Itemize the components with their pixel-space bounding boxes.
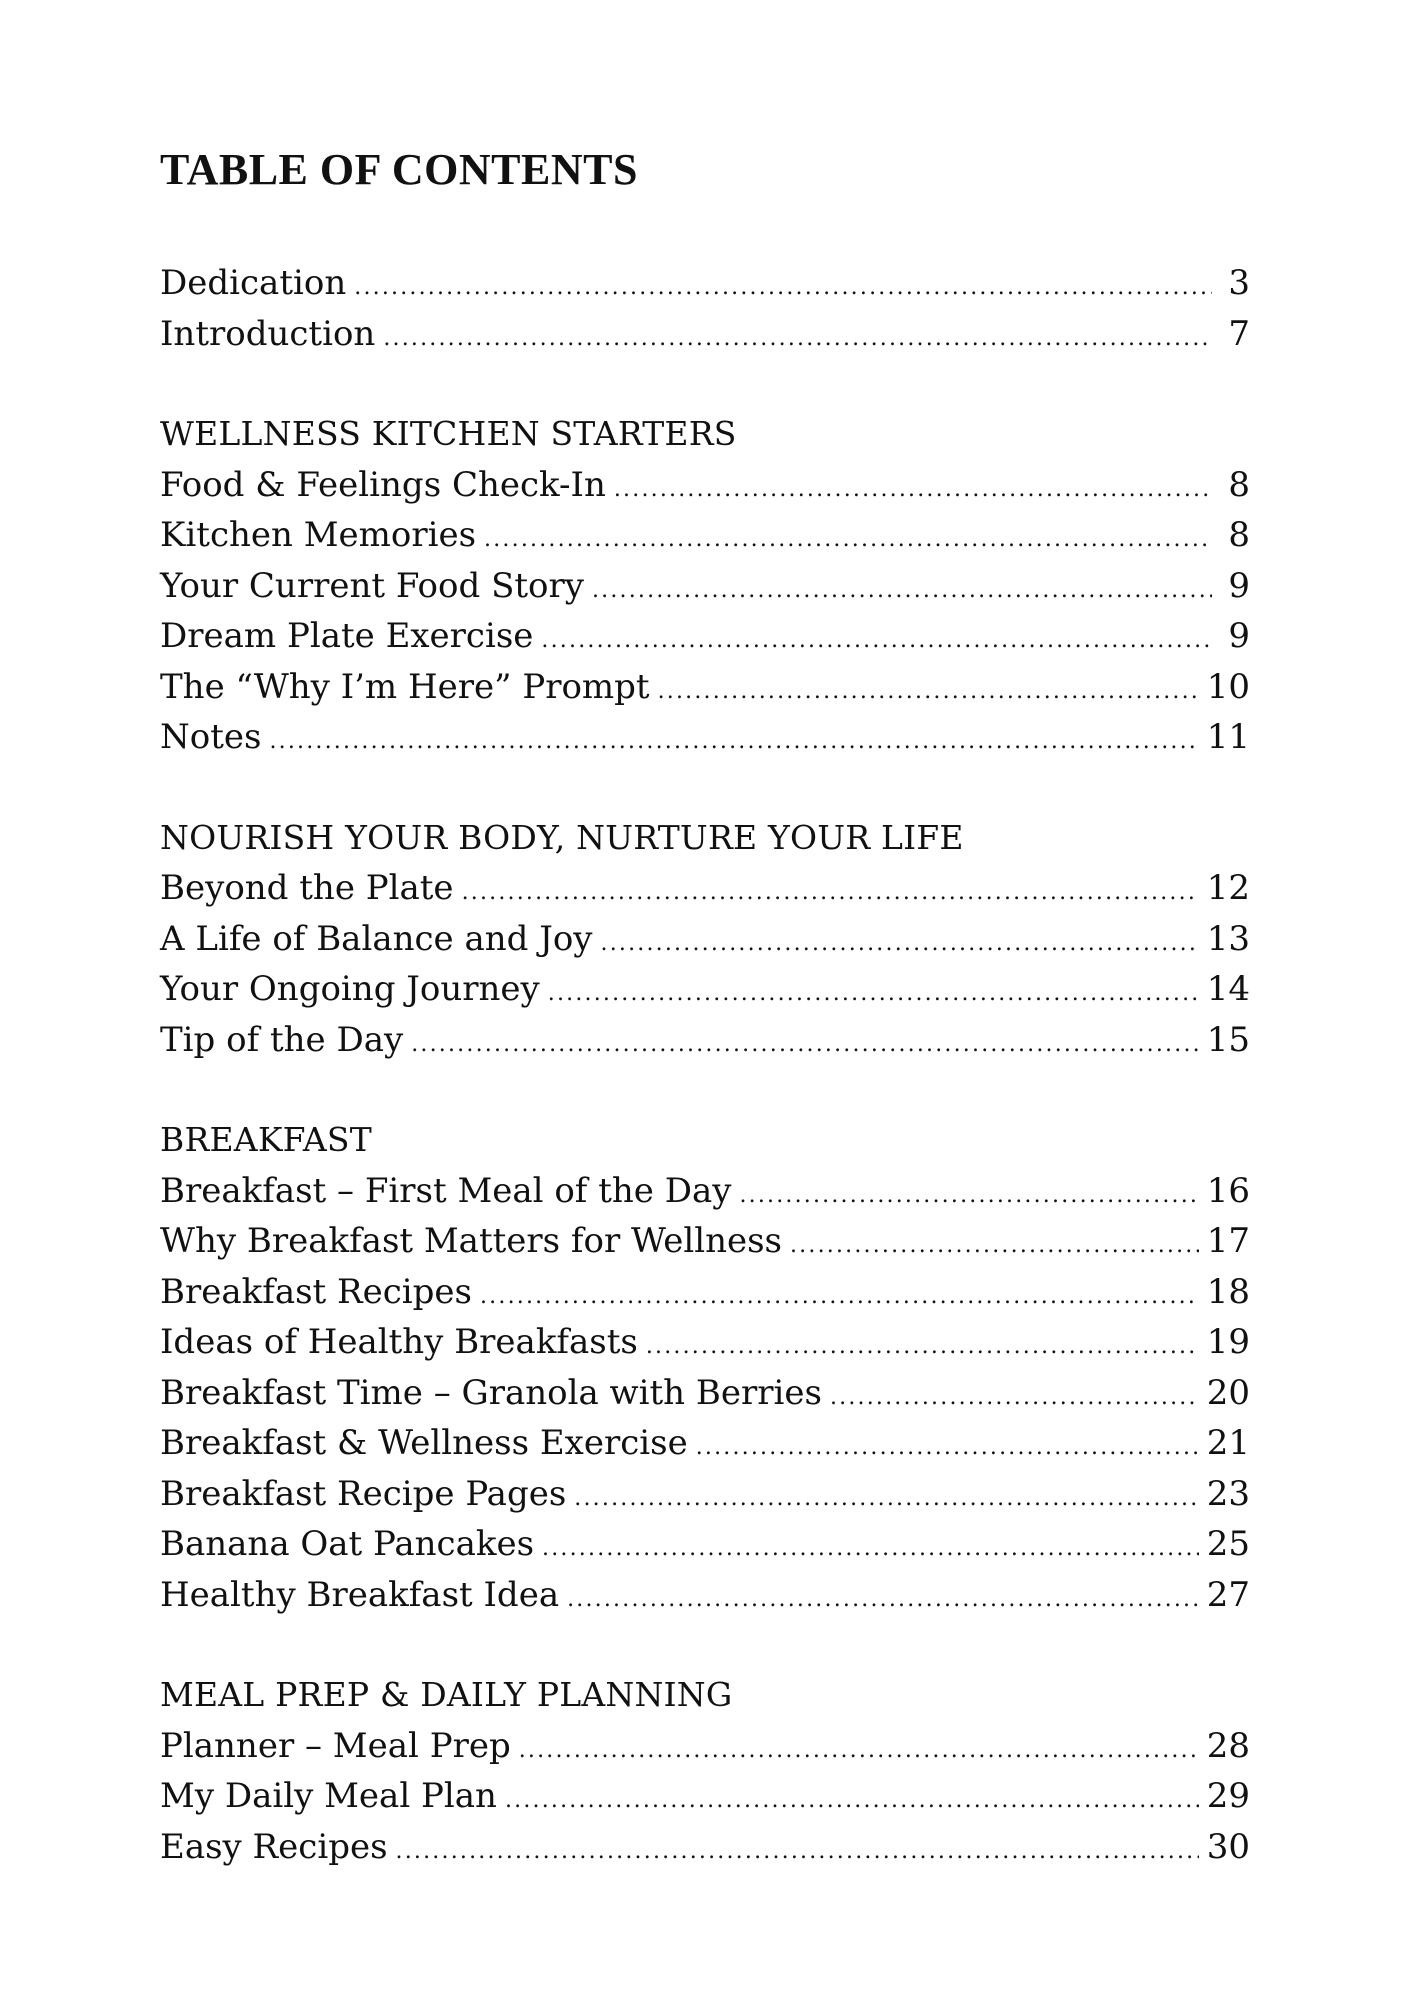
toc-entry-page: 14 — [1206, 969, 1250, 1009]
toc-entry-page: 23 — [1206, 1473, 1250, 1514]
dot-leader — [739, 1171, 1198, 1222]
toc-entry[interactable] — [160, 1368, 1250, 1419]
toc-entry-label: Your Ongoing Journey — [160, 969, 540, 1009]
dot-leader — [614, 465, 1212, 516]
section-breakfast — [160, 1115, 1250, 1620]
toc-entry[interactable] — [160, 1469, 1250, 1520]
toc-entry-label: Dream Plate Exercise — [160, 616, 534, 656]
toc-entry-page: 29 — [1206, 1776, 1250, 1816]
toc-entry-label: Ideas of Healthy Breakfasts — [160, 1322, 638, 1362]
front-matter-list — [160, 258, 1250, 359]
toc-entry-page: 19 — [1206, 1322, 1250, 1362]
section-wellness-kitchen-starters — [160, 409, 1250, 763]
toc-entry-label: Tip of the Day — [160, 1019, 404, 1060]
toc-entry[interactable] — [160, 460, 1250, 511]
toc-entry-page: 18 — [1206, 1271, 1250, 1312]
toc-entry-label: Breakfast Recipes — [160, 1271, 472, 1312]
toc-entry-page: 15 — [1206, 1019, 1250, 1060]
dot-leader — [567, 1575, 1199, 1626]
toc-entry[interactable] — [160, 1216, 1250, 1267]
dot-leader — [505, 1776, 1199, 1827]
page-title: TABLE OF CONTENTS — [160, 145, 638, 194]
dot-leader — [574, 1474, 1198, 1525]
toc-entry-label: A Life of Balance and Joy — [160, 918, 593, 959]
toc-page — [160, 140, 1250, 1872]
toc-entry-label: Banana Oat Pancakes — [160, 1524, 535, 1564]
toc-entry-page: 12 — [1206, 868, 1250, 908]
toc-entry-label: Easy Recipes — [160, 1826, 388, 1867]
toc-entry-page: 3 — [1228, 263, 1250, 303]
toc-entry[interactable] — [160, 611, 1250, 662]
toc-entry-page: 17 — [1206, 1221, 1250, 1261]
dot-leader — [542, 1524, 1199, 1575]
dot-leader — [646, 1322, 1199, 1373]
section-heading: MEAL PREP & DAILY PLANNING — [160, 1675, 733, 1714]
toc-entry[interactable] — [160, 914, 1250, 965]
toc-entry-label: The “Why I’m Here” Prompt — [160, 666, 650, 707]
toc-entry-dedication[interactable] — [160, 258, 1250, 309]
toc-entry-page: 25 — [1206, 1524, 1250, 1564]
toc-entry-label: My Daily Meal Plan — [160, 1776, 497, 1816]
dot-leader — [484, 515, 1212, 566]
toc-entry-page: 10 — [1206, 666, 1250, 707]
dot-leader — [696, 1423, 1199, 1474]
section-heading: BREAKFAST — [160, 1120, 372, 1159]
dot-leader — [601, 919, 1199, 970]
toc-entry[interactable] — [160, 561, 1250, 612]
toc-entry-label: Your Current Food Story — [160, 565, 584, 606]
toc-entry-label: Dedication — [160, 263, 347, 303]
toc-entry[interactable] — [160, 662, 1250, 713]
dot-leader — [411, 1020, 1199, 1071]
toc-entry-introduction[interactable] — [160, 309, 1250, 360]
toc-entry[interactable] — [160, 1418, 1250, 1469]
section-nourish-your-body — [160, 813, 1250, 1066]
toc-entry-page: 13 — [1206, 918, 1250, 959]
toc-entry-page: 21 — [1206, 1423, 1250, 1463]
toc-entry-label: Food & Feelings Check-In — [160, 464, 606, 505]
toc-entry-label: Breakfast Recipe Pages — [160, 1473, 567, 1514]
dot-leader — [548, 969, 1199, 1020]
dot-leader — [462, 868, 1199, 919]
toc-entry-label: Planner – Meal Prep — [160, 1725, 511, 1766]
toc-entry-label: Notes — [160, 717, 262, 757]
toc-entry[interactable] — [160, 1267, 1250, 1318]
toc-entry-page: 9 — [1228, 616, 1250, 656]
toc-entry[interactable] — [160, 1519, 1250, 1570]
dot-leader — [383, 314, 1212, 365]
dot-leader — [269, 717, 1198, 768]
toc-entry-page: 30 — [1206, 1826, 1250, 1867]
section-heading: WELLNESS KITCHEN STARTERS — [160, 414, 737, 453]
toc-entry[interactable] — [160, 510, 1250, 561]
dot-leader — [396, 1827, 1199, 1878]
toc-entry[interactable] — [160, 1166, 1250, 1217]
section-heading: NOURISH YOUR BODY, NURTURE YOUR LIFE — [160, 817, 964, 857]
toc-entry-page: 8 — [1228, 464, 1250, 505]
dot-leader — [830, 1373, 1199, 1424]
toc-entry[interactable] — [160, 1721, 1250, 1772]
toc-entry-page: 8 — [1228, 515, 1250, 555]
toc-entry[interactable] — [160, 712, 1250, 763]
toc-entry-label: Why Breakfast Matters for Wellness — [160, 1221, 782, 1261]
toc-entry-label: Healthy Breakfast Idea — [160, 1574, 560, 1615]
toc-entry[interactable] — [160, 1822, 1250, 1873]
toc-entry-label: Breakfast – First Meal of the Day — [160, 1170, 732, 1211]
toc-entry-page: 9 — [1228, 565, 1250, 606]
toc-entry[interactable] — [160, 1570, 1250, 1621]
dot-leader — [480, 1272, 1199, 1323]
dot-leader — [541, 616, 1212, 667]
toc-entry-label: Breakfast Time – Granola with Berries — [160, 1372, 822, 1413]
toc-entry[interactable] — [160, 1771, 1250, 1822]
toc-entry-label: Introduction — [160, 313, 376, 354]
toc-entry-page: 11 — [1206, 717, 1250, 757]
toc-entry-label: Beyond the Plate — [160, 868, 454, 908]
toc-entry-label: Breakfast & Wellness Exercise — [160, 1423, 688, 1463]
toc-entry-page: 20 — [1206, 1372, 1250, 1413]
toc-entry-page: 7 — [1228, 313, 1250, 354]
dot-leader — [790, 1221, 1199, 1272]
toc-entry-label: Kitchen Memories — [160, 515, 477, 555]
toc-entry[interactable] — [160, 863, 1250, 914]
section-meal-prep — [160, 1670, 1250, 1872]
toc-entry-page: 28 — [1206, 1725, 1250, 1766]
dot-leader — [658, 667, 1199, 718]
dot-leader — [519, 1726, 1199, 1777]
dot-leader — [354, 263, 1212, 314]
toc-entry[interactable] — [160, 1317, 1250, 1368]
toc-entry-page: 16 — [1206, 1170, 1250, 1211]
toc-entry[interactable] — [160, 964, 1250, 1015]
toc-entry[interactable] — [160, 1015, 1250, 1066]
dot-leader — [592, 566, 1212, 617]
toc-entry-page: 27 — [1206, 1574, 1250, 1615]
